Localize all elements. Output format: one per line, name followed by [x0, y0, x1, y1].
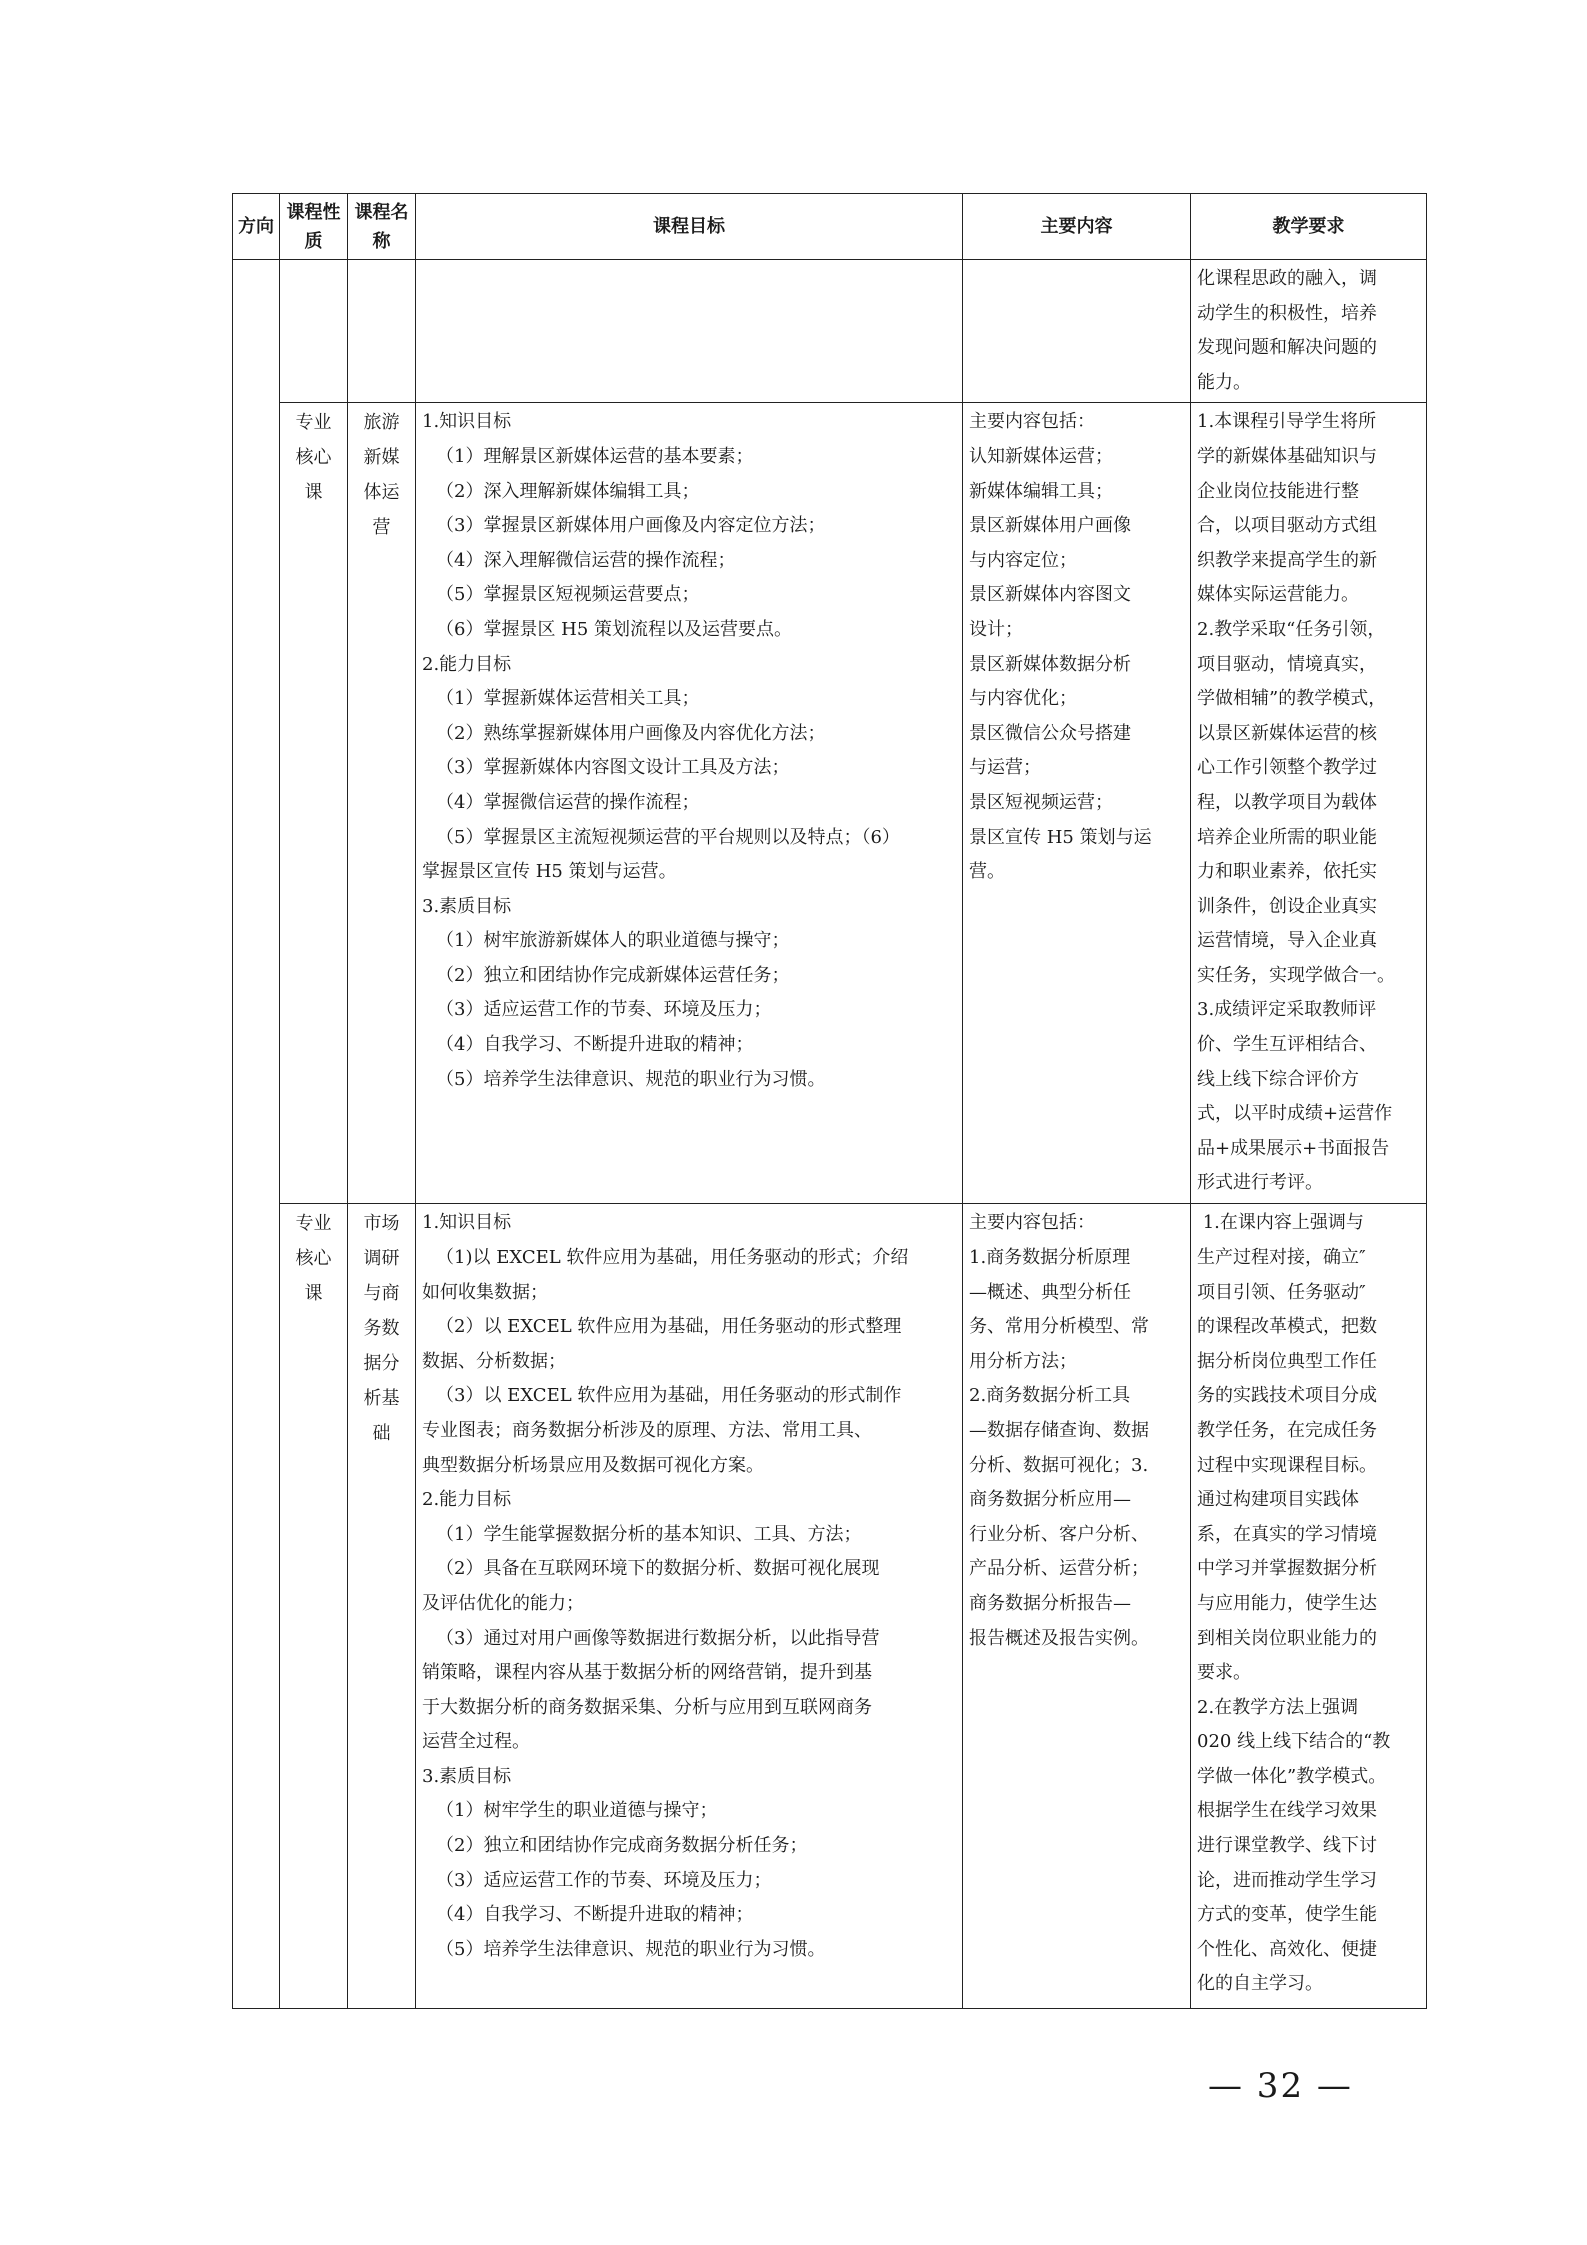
cell-line: 程，以教学项目为载体 [1197, 791, 1377, 813]
direction-cell [233, 260, 280, 2009]
cell-line: 主要内容包括： [969, 1212, 1095, 1234]
cell-line: 营。 [969, 861, 1005, 883]
cell-line: （5）掌握景区短视频运营要点； [436, 584, 700, 606]
cell-line: 织教学来提高学生的新 [1197, 549, 1377, 571]
cell-line: 1.在课内容上强调与 [1197, 1212, 1364, 1234]
cell-line: （1）理解景区新媒体运营的基本要素； [436, 445, 754, 467]
cell-line: （6）掌握景区 H5 策划流程以及运营要点。 [436, 618, 793, 640]
cell-line: 1.商务数据分析原理 [969, 1246, 1131, 1268]
cell-line: 商务数据分析报告— [969, 1592, 1131, 1614]
cell-line: 典型数据分析场景应用及数据可视化方案。 [422, 1454, 764, 1476]
cell-line: 项目引领、任务驱动″ [1197, 1281, 1366, 1303]
cell-line: （5）培养学生法律意识、规范的职业行为习惯。 [436, 1068, 826, 1090]
cell-line: （2）独立和团结协作完成商务数据分析任务； [436, 1835, 808, 1857]
table-row [233, 403, 1427, 1204]
cell-line: （2）具备在互联网环境下的数据分析、数据可视化展现 [436, 1558, 880, 1580]
cell-line: 运营全过程。 [422, 1731, 530, 1753]
cell-line: （1)以 EXCEL 软件应用为基础，用任务驱动的形式；介绍 [436, 1246, 909, 1268]
cell-line: 项目驱动，情境真实， [1197, 653, 1377, 675]
cell-line: （2）以 EXCEL 软件应用为基础，用任务驱动的形式整理 [436, 1316, 902, 1338]
name-cell-empty [348, 260, 416, 403]
cell-line: （3）以 EXCEL 软件应用为基础，用任务驱动的形式制作 [436, 1385, 902, 1407]
cell-line: 方式的变革，使学生能 [1197, 1904, 1377, 1926]
cell-line: 如何收集数据； [422, 1281, 548, 1303]
cell-line: 价、学生互评相结合、 [1197, 1034, 1377, 1056]
cell-line: 020 线上线下结合的“教 [1197, 1731, 1391, 1753]
cell-line: 认知新媒体运营； [969, 445, 1113, 467]
cell-line: （1）学生能掌握数据分析的基本知识、工具、方法； [436, 1523, 862, 1545]
cell-line: 3.素质目标 [422, 1765, 512, 1787]
cell-line: 分析、数据可视化；3. [969, 1454, 1149, 1476]
cell-line: 实任务，实现学做合一。 [1197, 964, 1395, 986]
cell-line: 培养企业所需的职业能 [1197, 826, 1377, 848]
cell-line: 化的自主学习。 [1197, 1973, 1323, 1995]
cell-line: 主要内容包括： [969, 411, 1095, 433]
nature-cell-empty [280, 260, 348, 403]
cell-line: （3）掌握景区新媒体用户画像及内容定位方法； [436, 515, 826, 537]
cell-line: 到相关岗位职业能力的 [1197, 1627, 1377, 1649]
main-content [963, 1204, 1191, 2009]
course-table [232, 193, 1427, 2009]
cell-line: 形式进行考评。 [1197, 1172, 1323, 1194]
cell-line: 线上线下综合评价方 [1197, 1068, 1359, 1090]
cell-line: 论，进而推动学生学习 [1197, 1869, 1377, 1891]
cell-line: 与应用能力，使学生达 [1197, 1592, 1377, 1614]
cell-line: 景区新媒体内容图文 [969, 584, 1131, 606]
cell-line: —概述、典型分析任 [969, 1281, 1131, 1303]
cell-line: 3.成绩评定采取教师评 [1197, 999, 1377, 1021]
course-goals [416, 1204, 963, 2009]
cell-line: （4）深入理解微信运营的操作流程； [436, 549, 736, 571]
cell-line: 1.知识目标 [422, 1212, 512, 1234]
cell-line: 销策略，课程内容从基于数据分析的网络营销，提升到基 [422, 1662, 872, 1684]
cell-line: 商务数据分析应用— [969, 1489, 1131, 1511]
cell-line: 个性化、高效化、便捷 [1197, 1938, 1377, 1960]
cell-line: 训条件，创设企业真实 [1197, 895, 1377, 917]
cell-line: 通过构建项目实践体 [1197, 1489, 1359, 1511]
cell-line: （2）独立和团结协作完成新媒体运营任务； [436, 964, 790, 986]
cell-line: 及评估优化的能力； [422, 1592, 584, 1614]
cell-line: （5）培养学生法律意识、规范的职业行为习惯。 [436, 1938, 826, 1960]
cell-line: 根据学生在线学习效果 [1197, 1800, 1377, 1822]
cell-line: （3）通过对用户画像等数据进行数据分析，以此指导营 [436, 1627, 880, 1649]
header-direction: 方向 [233, 194, 280, 260]
cell-line: 2.能力目标 [422, 653, 512, 675]
cell-line: 学做一体化”教学模式。 [1197, 1765, 1387, 1787]
table-header-row [233, 194, 1427, 260]
header-course-nature: 课程性质 [280, 194, 348, 260]
cell-line: （1）树牢旅游新媒体人的职业道德与操守； [436, 930, 790, 952]
cell-line: （2）深入理解新媒体编辑工具； [436, 480, 700, 502]
cell-line: 2.商务数据分析工具 [969, 1385, 1131, 1407]
teaching-requirements [1191, 403, 1427, 1204]
stacked-label: 专业核心课 [295, 412, 332, 504]
cell-line: 3.素质目标 [422, 895, 512, 917]
cell-line: 报告概述及报告实例。 [969, 1627, 1149, 1649]
cell-line: 掌握景区宣传 H5 策划与运营。 [422, 861, 677, 883]
header-main-content: 主要内容 [963, 194, 1191, 260]
cell-line: 据分析岗位典型工作任 [1197, 1350, 1377, 1372]
cell-line: 与运营； [969, 757, 1041, 779]
table-row [233, 1204, 1427, 2009]
cell-line: 务的实践技术项目分成 [1197, 1385, 1377, 1407]
content-cell-empty [963, 260, 1191, 403]
cell-line: （2）熟练掌握新媒体用户画像及内容优化方法； [436, 722, 826, 744]
cell-line: （4）自我学习、不断提升进取的精神； [436, 1904, 754, 1926]
cell-line: （1）树牢学生的职业道德与操守； [436, 1800, 718, 1822]
cell-line: 数据、分析数据； [422, 1350, 566, 1372]
cell-line: 务、常用分析模型、常 [969, 1316, 1149, 1338]
cell-line: 式，以平时成绩+运营作 [1197, 1103, 1393, 1125]
cell-line: 景区微信公众号搭建 [969, 722, 1131, 744]
cell-line: 2.教学采取“任务引领， [1197, 618, 1386, 640]
cell-line: 过程中实现课程目标。 [1197, 1454, 1377, 1476]
cell-line: （3）适应运营工作的节奏、环境及压力； [436, 1869, 772, 1891]
cell-line: 学做相辅”的教学模式， [1197, 688, 1387, 710]
header-course-name: 课程名称 [348, 194, 416, 260]
cell-line: 中学习并掌握数据分析 [1197, 1558, 1377, 1580]
cell-line: （3）掌握新媒体内容图文设计工具及方法； [436, 757, 790, 779]
table-row-continuation [233, 260, 1427, 403]
cell-line: 力和职业素养，依托实 [1197, 861, 1377, 883]
cell-line: 2.在教学方法上强调 [1197, 1696, 1359, 1718]
cell-line: 媒体实际运营能力。 [1197, 584, 1359, 606]
stacked-label: 市场调研与商务数据分析基础 [363, 1213, 400, 1445]
cell-line: 要求。 [1197, 1662, 1251, 1684]
cell-line: 景区宣传 H5 策划与运 [969, 826, 1152, 848]
cell-line: （4）自我学习、不断提升进取的精神； [436, 1034, 754, 1056]
cell-line: 系，在真实的学习情境 [1197, 1523, 1377, 1545]
cell-line: 教学任务，在完成任务 [1197, 1419, 1377, 1441]
course-nature [280, 1204, 348, 2009]
cell-line: 品+成果展示+书面报告 [1197, 1137, 1390, 1159]
course-nature [280, 403, 348, 1204]
cell-line: （4）掌握微信运营的操作流程； [436, 791, 700, 813]
cell-line: —数据存储查询、数据 [969, 1419, 1149, 1441]
cell-line: 专业图表；商务数据分析涉及的原理、方法、常用工具、 [422, 1419, 872, 1441]
course-goals [416, 403, 963, 1204]
cell-line: 于大数据分析的商务数据采集、分析与应用到互联网商务 [422, 1696, 872, 1718]
cell-line: 设计； [969, 618, 1023, 640]
main-content [963, 403, 1191, 1204]
course-name [348, 1204, 416, 2009]
cell-line: 产品分析、运营分析； [969, 1558, 1149, 1580]
goals-cell-empty [416, 260, 963, 403]
cell-line: 景区短视频运营； [969, 791, 1113, 813]
cell-line: 行业分析、客户分析、 [969, 1523, 1149, 1545]
cell-line: （1）掌握新媒体运营相关工具； [436, 688, 700, 710]
cell-line: 运营情境，导入企业真 [1197, 930, 1377, 952]
cell-line: 学的新媒体基础知识与 [1197, 445, 1377, 467]
cell-line: 用分析方法； [969, 1350, 1077, 1372]
cell-line: 景区新媒体用户画像 [969, 515, 1131, 537]
course-name [348, 403, 416, 1204]
cell-line: 生产过程对接，确立″ [1197, 1246, 1366, 1268]
cell-line: 新媒体编辑工具； [969, 480, 1113, 502]
stacked-label: 专业核心课 [295, 1213, 332, 1305]
cell-line: 以景区新媒体运营的核 [1197, 722, 1377, 744]
cell-line: 景区新媒体数据分析 [969, 653, 1131, 675]
cell-line: 进行课堂教学、线下讨 [1197, 1835, 1377, 1857]
cell-line: （5）掌握景区主流短视频运营的平台规则以及特点；（6） [436, 826, 900, 848]
cell-line: 与内容定位； [969, 549, 1077, 571]
cell-line: 的课程改革模式，把数 [1197, 1316, 1377, 1338]
stacked-label: 旅游新媒体运营 [363, 412, 400, 539]
cell-line: 1.知识目标 [422, 411, 512, 433]
cell-line: 企业岗位技能进行整 [1197, 480, 1359, 502]
header-course-goals: 课程目标 [416, 194, 963, 260]
cell-line: （3）适应运营工作的节奏、环境及压力； [436, 999, 772, 1021]
header-teaching-requirements: 教学要求 [1191, 194, 1427, 260]
cell-line: 与内容优化； [969, 688, 1077, 710]
cell-line: 心工作引领整个教学过 [1197, 757, 1377, 779]
page-number: — 32 — [1208, 2066, 1353, 2106]
cell-line: 1.本课程引导学生将所 [1197, 411, 1377, 433]
cell-line: 2.能力目标 [422, 1489, 512, 1511]
cell-line: 合，以项目驱动方式组 [1197, 515, 1377, 537]
teaching-requirements [1191, 1204, 1427, 2009]
requirements-cell-continuation: 化课程思政的融入，调 动学生的积极性，培养 发现问题和解决问题的 能力。 [1191, 260, 1427, 403]
